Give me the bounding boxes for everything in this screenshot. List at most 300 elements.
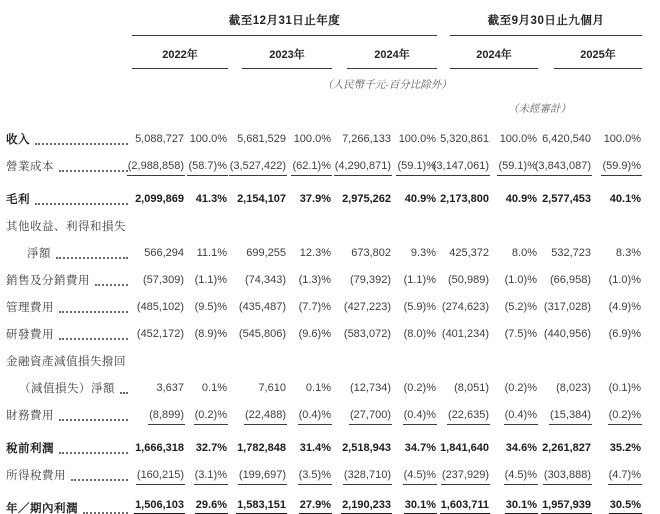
value-cell (132, 374, 185, 401)
dot-leader (71, 479, 128, 481)
value-cell (538, 266, 592, 293)
table-row (6, 239, 660, 266)
value-cell (538, 461, 592, 488)
value-cell (538, 347, 592, 374)
row-label: 銷售及分銷費用 (6, 275, 90, 288)
value-cell (538, 320, 592, 347)
amount-value: 2,154,107 (237, 193, 286, 205)
value-cell (228, 494, 287, 514)
value-cell (592, 434, 642, 461)
value-cell (538, 494, 592, 514)
value-cell (332, 293, 392, 320)
value-cell (185, 293, 228, 320)
row-label: 研發費用 (6, 329, 54, 342)
percent-value: (62.1)% (291, 161, 332, 176)
value-cell (287, 320, 332, 347)
row-label: 營業成本 (6, 161, 54, 174)
amount-value: (79,392) (350, 274, 391, 286)
value-cell (185, 152, 228, 179)
value-cell (490, 266, 538, 293)
value-cell (592, 185, 642, 212)
unaudited-note: （未經審計） (508, 103, 571, 115)
percent-value: 0.1% (201, 382, 227, 394)
dot-leader (59, 419, 128, 421)
value-cell (228, 185, 287, 212)
value-cell (185, 266, 228, 293)
value-cell (534, 152, 592, 179)
percent-value: (3.5)% (298, 470, 332, 485)
dot-leader (120, 392, 128, 394)
value-cell (287, 239, 332, 266)
amount-value: (12,734) (350, 382, 391, 394)
value-cell (185, 461, 228, 488)
value-cell (132, 266, 185, 293)
percent-value: 29.6% (195, 500, 228, 514)
value-cell (332, 374, 392, 401)
row-label: 所得稅費用 (6, 470, 66, 483)
value-cell (132, 347, 185, 374)
percent-value: (0.4)% (298, 410, 332, 425)
value-cell (228, 320, 287, 347)
row-label-cell (6, 152, 132, 179)
amount-value: (15,384) (549, 410, 592, 425)
row-label-cell (6, 125, 132, 152)
value-cell (228, 401, 287, 428)
value-cell (592, 266, 642, 293)
percent-value: (9.5)% (194, 301, 227, 313)
dot-leader (35, 143, 128, 145)
row-label-cell (6, 320, 132, 347)
value-cell (592, 239, 642, 266)
value-cell (287, 293, 332, 320)
value-cell (228, 374, 287, 401)
amount-value: (22,488) (244, 410, 287, 425)
percent-value: (0.1)% (608, 382, 641, 394)
row-label-cell (6, 374, 132, 401)
percent-value: (3.1)% (194, 470, 228, 485)
percent-value: (0.4)% (403, 410, 437, 425)
value-cell (132, 293, 185, 320)
percent-value: 37.9% (299, 193, 331, 205)
row-label: （減值損失）淨額 (19, 383, 115, 396)
value-cell (332, 494, 392, 514)
row-label-cell (6, 461, 132, 488)
table-row (6, 347, 660, 374)
value-cell (592, 293, 642, 320)
value-cell (132, 239, 185, 266)
value-cell (228, 266, 287, 293)
period-header-annual: 截至12月31日止年度 (132, 6, 437, 36)
amount-value: 532,723 (551, 247, 591, 259)
amount-value: 1,666,318 (135, 442, 184, 454)
row-label-cell (6, 185, 132, 212)
value-cell (332, 401, 392, 428)
year-column-2023: 2023年 (242, 36, 332, 69)
value-cell (185, 239, 228, 266)
percent-value: (6.9)% (608, 328, 641, 340)
percent-value: 12.3% (299, 247, 331, 259)
value-cell (287, 152, 332, 179)
value-cell (392, 320, 437, 347)
amount-value: (2,988,858) (127, 161, 185, 176)
percent-value: (0.2)% (608, 410, 642, 425)
value-cell (287, 347, 332, 374)
amount-value: 2,577,453 (542, 193, 591, 205)
amount-value: 3,637 (156, 382, 184, 394)
amount-value: (3,147,061) (432, 161, 490, 176)
amount-value: (160,215) (136, 470, 185, 485)
amount-value: 2,975,262 (342, 193, 391, 205)
value-cell (592, 374, 642, 401)
value-cell (392, 293, 437, 320)
table-row (6, 374, 660, 401)
percent-value: (7.7)% (298, 301, 331, 313)
amount-value: (4,290,871) (334, 161, 392, 176)
percent-value: 100.0% (293, 133, 331, 145)
dot-leader (95, 284, 128, 286)
table-row (6, 266, 660, 293)
value-cell (287, 401, 332, 428)
value-cell (490, 347, 538, 374)
percent-value: 40.9% (404, 193, 436, 205)
row-label-cell (6, 494, 132, 514)
year-column-2022: 2022年 (132, 36, 228, 69)
value-cell (332, 434, 392, 461)
value-cell (185, 401, 228, 428)
amount-value: 2,099,869 (135, 193, 184, 205)
currency-unit-note: （人民幣千元·百分比除外） (322, 79, 452, 91)
value-cell (392, 461, 437, 488)
value-cell (538, 401, 592, 428)
percent-value: 41.3% (195, 193, 227, 205)
value-cell (437, 293, 490, 320)
percent-value: (8.0)% (403, 328, 436, 340)
value-cell (287, 185, 332, 212)
value-cell (592, 494, 642, 514)
value-cell (332, 266, 392, 293)
amount-value: 425,372 (449, 247, 489, 259)
value-cell (538, 212, 592, 239)
row-label: 年／期內利潤 (6, 503, 78, 514)
value-cell (132, 494, 185, 514)
amount-value: (545,806) (238, 328, 286, 340)
percent-value: 40.9% (505, 193, 537, 205)
amount-value: 7,610 (258, 382, 286, 394)
percent-value: 30.5% (609, 500, 642, 514)
value-cell (538, 125, 592, 152)
amount-value: 673,802 (351, 247, 391, 259)
row-label: 管理費用 (6, 302, 54, 315)
table-row (6, 434, 660, 461)
value-cell (185, 374, 228, 401)
value-cell (228, 293, 287, 320)
amount-value: (237,929) (441, 470, 490, 485)
value-cell (132, 212, 185, 239)
value-cell (437, 266, 490, 293)
row-label-cell (6, 434, 132, 461)
value-cell (392, 434, 437, 461)
percent-value: 34.7% (404, 442, 436, 454)
amount-value: 5,320,861 (440, 133, 489, 145)
value-cell (592, 320, 642, 347)
amount-value: (27,700) (349, 410, 392, 425)
percent-value: (4.7)% (608, 470, 642, 485)
table-row (6, 185, 660, 212)
percent-value: (59.1)% (497, 161, 538, 176)
value-cell (490, 152, 538, 179)
period-header-interim: 截至9月30日止九個月 (450, 6, 642, 36)
amount-value: (74,343) (245, 274, 286, 286)
value-cell (437, 320, 490, 347)
amount-value: 7,266,133 (342, 133, 391, 145)
table-row (6, 125, 660, 152)
value-cell (332, 239, 392, 266)
table-row (6, 320, 660, 347)
percent-value: (7.5)% (504, 328, 537, 340)
value-cell (228, 347, 287, 374)
amount-value: 1,782,848 (237, 442, 286, 454)
value-cell (185, 320, 228, 347)
value-cell (185, 212, 228, 239)
value-cell (490, 293, 538, 320)
table-row (6, 152, 660, 179)
value-cell (392, 212, 437, 239)
dot-leader (59, 338, 128, 340)
value-cell (228, 239, 287, 266)
percent-value: (0.2)% (194, 410, 228, 425)
amount-value: 566,294 (144, 247, 184, 259)
row-label: 財務費用 (6, 410, 54, 423)
amount-value: 1,583,151 (236, 500, 287, 514)
value-cell (538, 374, 592, 401)
row-label-cell (6, 401, 132, 428)
amount-value: (485,102) (136, 301, 184, 313)
value-cell (490, 239, 538, 266)
percent-value: (1.3)% (298, 274, 331, 286)
amount-value: (274,623) (441, 301, 489, 313)
value-cell (332, 185, 392, 212)
amount-value: (452,172) (136, 328, 184, 340)
percent-value: 40.1% (609, 193, 641, 205)
value-cell (392, 401, 437, 428)
value-cell (437, 374, 490, 401)
value-cell (228, 461, 287, 488)
percent-value: 8.3% (615, 247, 641, 259)
percent-value: 30.1% (505, 500, 538, 514)
table-row (6, 401, 660, 428)
value-cell (287, 461, 332, 488)
percent-value: 8.0% (511, 247, 537, 259)
value-cell (437, 434, 490, 461)
amount-value: 1,506,103 (134, 500, 185, 514)
dot-leader (35, 203, 128, 205)
value-cell (185, 185, 228, 212)
amount-value: (328,710) (343, 470, 392, 485)
value-cell (392, 347, 437, 374)
value-cell (287, 494, 332, 514)
value-cell (228, 152, 287, 179)
amount-value: 2,518,943 (342, 442, 391, 454)
dot-leader (59, 452, 128, 454)
amount-value: 1,957,939 (541, 500, 592, 514)
value-cell (437, 494, 490, 514)
percent-value: 30.1% (404, 500, 437, 514)
value-cell (287, 125, 332, 152)
percent-value: 31.4% (299, 442, 331, 454)
value-cell (392, 494, 437, 514)
value-cell (490, 374, 538, 401)
value-cell (538, 293, 592, 320)
amount-value: 1,841,640 (440, 442, 489, 454)
value-cell (185, 347, 228, 374)
value-cell (490, 212, 538, 239)
percent-value: (1.1)% (194, 274, 227, 286)
year-column-2024: 2024年 (347, 36, 437, 69)
value-cell (392, 374, 437, 401)
percent-value: (8.9)% (194, 328, 227, 340)
value-cell (437, 239, 490, 266)
value-cell (490, 401, 538, 428)
percent-value: 100.0% (603, 133, 641, 145)
amount-value: 2,173,800 (440, 193, 489, 205)
percent-value: 100.0% (499, 133, 537, 145)
value-cell (332, 212, 392, 239)
amount-value: (199,697) (238, 470, 287, 485)
value-cell (287, 434, 332, 461)
amount-value: (317,028) (543, 301, 591, 313)
row-label-cell (6, 347, 132, 374)
percent-value: (59.9)% (601, 161, 642, 176)
percent-value: 9.3% (410, 247, 436, 259)
row-label: 毛利 (6, 194, 30, 207)
amount-value: (3,527,422) (229, 161, 287, 176)
row-label: 淨額 (27, 248, 51, 261)
value-cell (132, 185, 185, 212)
percent-value: 100.0% (398, 133, 436, 145)
value-cell (132, 401, 185, 428)
percent-value: (4.5)% (403, 470, 437, 485)
table-row (6, 293, 660, 320)
value-cell (490, 320, 538, 347)
percent-value: 35.2% (609, 442, 641, 454)
value-cell (592, 212, 642, 239)
value-cell (185, 434, 228, 461)
row-label-cell (6, 293, 132, 320)
percent-value: 27.9% (299, 500, 332, 514)
table-body (6, 125, 660, 514)
value-cell (490, 461, 538, 488)
row-label: 收入 (6, 134, 30, 147)
amount-value: (427,223) (343, 301, 391, 313)
value-cell (392, 266, 437, 293)
amount-value: (401,234) (441, 328, 489, 340)
amount-value: (8,899) (148, 410, 185, 425)
value-cell (392, 152, 437, 179)
value-cell (437, 347, 490, 374)
value-cell (287, 212, 332, 239)
value-cell (592, 401, 642, 428)
table-row (6, 212, 660, 239)
amount-value: (440,956) (543, 328, 591, 340)
dot-leader (59, 170, 128, 172)
amount-value: 5,681,529 (237, 133, 286, 145)
percent-value: (1.1)% (403, 274, 436, 286)
amount-value: (303,888) (543, 470, 592, 485)
percent-value: (0.2)% (504, 382, 537, 394)
value-cell (332, 125, 392, 152)
value-cell (538, 239, 592, 266)
value-cell (228, 212, 287, 239)
percent-value: (4.5)% (504, 470, 538, 485)
percent-value: (0.4)% (504, 410, 538, 425)
value-cell (185, 494, 228, 514)
percent-value: (9.6)% (298, 328, 331, 340)
amount-value: 5,088,727 (135, 133, 184, 145)
value-cell (592, 152, 642, 179)
amount-value: 699,255 (246, 247, 286, 259)
percent-value: (0.2)% (403, 382, 436, 394)
row-label-cell (6, 266, 132, 293)
value-cell (228, 434, 287, 461)
percent-value: 32.7% (195, 442, 227, 454)
amount-value: (8,051) (454, 382, 489, 394)
value-cell (392, 125, 437, 152)
percent-value: (1.0)% (608, 274, 641, 286)
value-cell (490, 434, 538, 461)
value-cell (490, 125, 538, 152)
dot-leader (59, 311, 128, 313)
amount-value: (3,843,087) (534, 161, 592, 176)
dot-leader (56, 257, 128, 259)
amount-value: (583,072) (343, 328, 391, 340)
value-cell (432, 152, 490, 179)
value-cell (132, 320, 185, 347)
value-cell (332, 347, 392, 374)
amount-value: (435,487) (238, 301, 286, 313)
row-label-cell (6, 212, 132, 239)
value-cell (287, 266, 332, 293)
value-cell (185, 125, 228, 152)
value-cell (437, 401, 490, 428)
percent-value: (5.9)% (403, 301, 436, 313)
value-cell (538, 185, 592, 212)
row-label: 金融資產減值損失撥回 (6, 356, 126, 369)
value-cell (132, 125, 185, 152)
amount-value: (66,958) (550, 274, 591, 286)
value-cell (287, 374, 332, 401)
table-row (6, 494, 660, 514)
value-cell (592, 461, 642, 488)
amount-value: 1,603,711 (440, 500, 490, 514)
value-cell (332, 461, 392, 488)
row-label: 其他收益、利得和損失 (6, 221, 126, 234)
percent-value: (5.2)% (504, 301, 537, 313)
percent-value: 100.0% (189, 133, 227, 145)
percent-value: (1.0)% (504, 274, 537, 286)
value-cell (490, 494, 538, 514)
amount-value: 2,261,827 (542, 442, 591, 454)
amount-value: (8,023) (556, 382, 591, 394)
table-row (6, 461, 660, 488)
year-column-2024-interim: 2024年 (450, 36, 538, 69)
value-cell (392, 239, 437, 266)
value-cell (592, 125, 642, 152)
percent-value: 34.6% (505, 442, 537, 454)
value-cell (592, 347, 642, 374)
amount-value: 6,420,540 (542, 133, 591, 145)
value-cell (437, 461, 490, 488)
amount-value: (22,635) (447, 410, 490, 425)
